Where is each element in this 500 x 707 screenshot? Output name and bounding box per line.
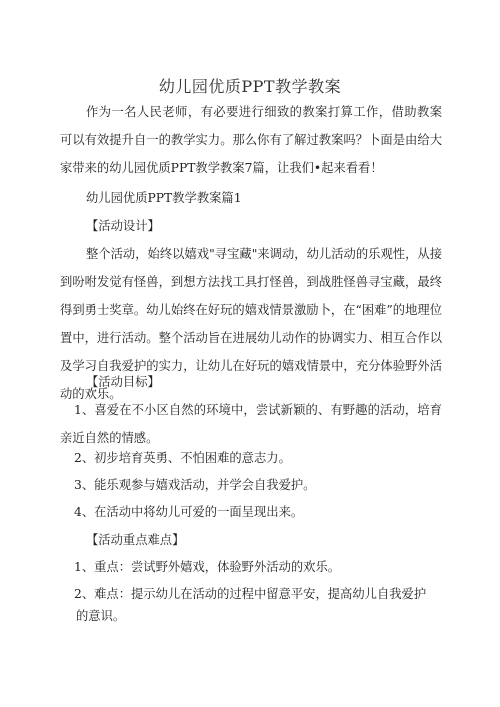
key-point-2-continuation: 的意识。 xyxy=(76,609,126,623)
intro-paragraph: 作为一名人民老师，有必要进行细致的教案打算工作，借助教案可以有效提升自一的教学实力。那么你有了解过教案吗？卜面是由给大家带来的幼儿园优质PPT教学教案7篇，让我们•起来看看！ xyxy=(60,105,442,175)
key-point-1: 1、重点：尝试野外嬉戏，体验野外活动的欢乐。 xyxy=(74,560,341,574)
goal-item-2: 2、初步培育英勇、不怕困难的意志力。 xyxy=(74,451,291,465)
design-paragraph: 整个活动，始终以嬉戏"寻宝藏"来调动，幼儿活动的乐观性，从接到吩咐发觉有怪兽，到想方法找工具打怪兽，到战胜怪兽寻宝藏，最终得到勇士奖章。幼儿始终在好玩的嬉戏情景激励卜，在“困难”的地理位置中，进行活动。整个活动旨在进展幼儿动作的协调实力、相互合作以及学习自我爱护的实力，让幼儿在好玩的嬉戏情景中，充分体验野外活动的欢乐。 xyxy=(60,247,442,401)
key-points-heading: 【活动重点难点】 xyxy=(86,533,185,547)
page-title: 幼儿园优质PPT教学教案 xyxy=(158,77,342,96)
section-title: 幼儿园优质PPT教学教案篇1 xyxy=(86,191,242,205)
design-heading: 【活动设计】 xyxy=(86,219,160,233)
goals-heading: 【活动目标】 xyxy=(86,375,160,389)
key-point-2: 2、难点：提示幼儿在活动的过程中留意平安，提高幼儿自我爱护 xyxy=(74,587,427,601)
goal-item-3: 3、能乐观参与嬉戏活动，并学会自我爱护。 xyxy=(74,478,316,492)
goal-item-1: 1、喜爱在不小区自然的环境中，尝试新颖的、有野趣的活动，培育亲近自然的情感。 xyxy=(60,403,442,445)
goal-item-4: 4、在活动中将幼儿可爱的一面呈现出来。 xyxy=(74,505,304,519)
